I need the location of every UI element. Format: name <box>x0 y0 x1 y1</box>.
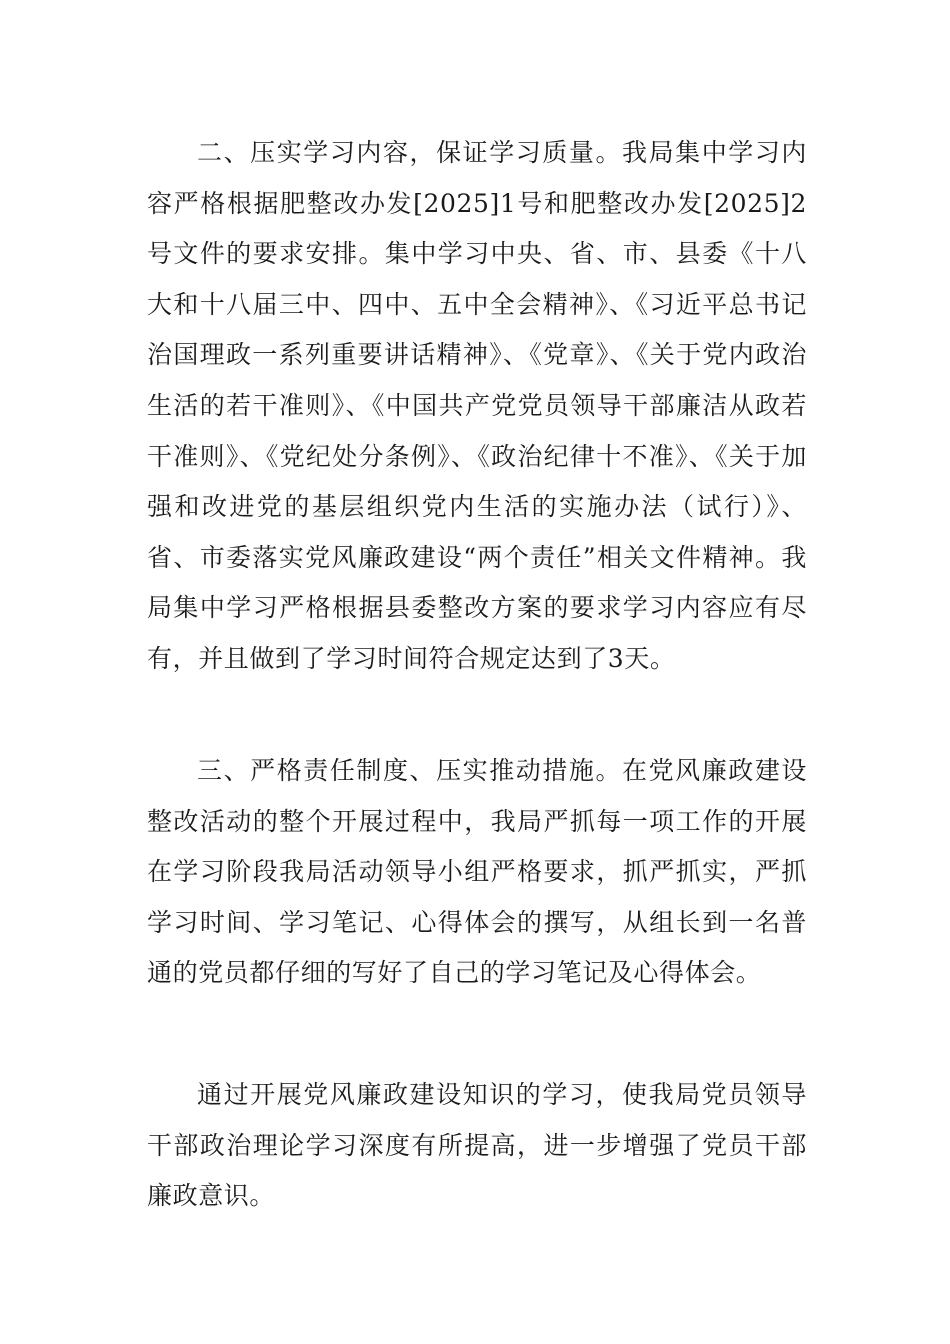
paragraph-study-content: 二、压实学习内容，保证学习质量。我局集中学习内容严格根据肥整改办发[2025]1号和肥整改办发[2025]2号文件的要求安排。集中学习中央、省、市、县委《十八大和十八届三中、四中、五中全会精神》、《习近平总书记治国理政一系列重要讲话精神》、《党章》、《关于党内政治生活的若干准则》、《中国共产党党员领导干部廉洁从政若干准则》、《党纪处分条例》、《政治纪律十不准》、《关于加强和改进党的基层组织党内生活的实施办法（试行）》、省、市委落实党风廉政建设“两个责任”相关文件精神。我局集中学习严格根据县委整改方案的要求学习内容应有尽有，并且做到了学习时间符合规定达到了3天。 <box>147 138 807 673</box>
paragraph-conclusion: 通过开展党风廉政建设知识的学习，使我局党员领导干部政治理论学习深度有所提高，进一步增强了党员干部廉政意识。 <box>147 1080 807 1211</box>
paragraph-responsibility-system: 三、严格责任制度、压实推动措施。在党风廉政建设整改活动的整个开展过程中，我局严抓每一项工作的开展在学习阶段我局活动领导小组严格要求，抓严抓实，严抓学习时间、学习笔记、心得体会的撰写，从组长到一名普通的党员都仔细的写好了自己的学习笔记及心得体会。 <box>147 756 807 988</box>
